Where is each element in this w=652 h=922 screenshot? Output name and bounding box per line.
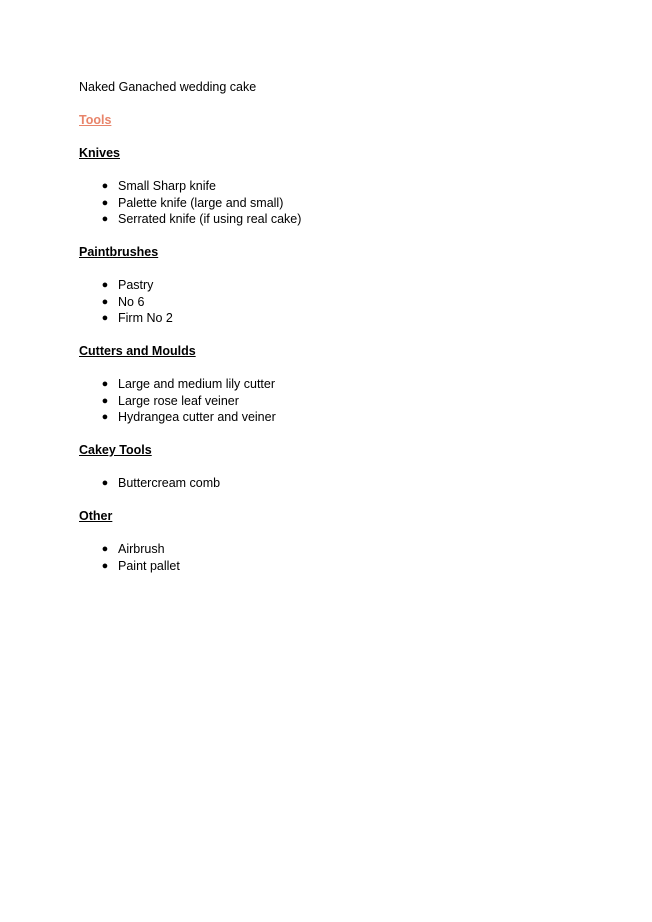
bullet-list: [79, 541, 579, 574]
bullet-icon: ●: [101, 312, 109, 324]
list-item: [79, 409, 579, 426]
list-item-text: Pastry: [118, 278, 154, 292]
list-item-text: Large and medium lily cutter: [118, 377, 276, 391]
spacer: [79, 360, 579, 377]
bullet-icon: ●: [101, 559, 109, 572]
spacer: [79, 129, 579, 146]
section-heading: Paintbrushes: [79, 245, 159, 259]
list-item-text: Paint pallet: [118, 558, 180, 573]
bullet-icon: ●: [101, 295, 109, 308]
sections-container: [79, 145, 579, 574]
section-paintbrushes: [79, 244, 579, 343]
list-item: [79, 277, 579, 294]
bullet-icon: ●: [101, 196, 109, 209]
list-item: [79, 541, 579, 558]
spacer: [79, 327, 579, 344]
document-body: [79, 79, 579, 574]
spacer: [79, 459, 579, 476]
list-item: [79, 558, 579, 575]
spacer: [79, 162, 579, 179]
section-cakey-tools: [79, 442, 579, 508]
tools-heading[interactable]: Tools: [79, 113, 112, 127]
document-title: Naked Ganached wedding cake: [79, 80, 257, 94]
bullet-icon: ●: [101, 279, 109, 291]
spacer: [79, 426, 579, 443]
list-item-text: Large rose leaf veiner: [118, 393, 239, 408]
list-item: [79, 178, 579, 195]
bullet-list: [79, 376, 579, 426]
bullet-list: [79, 475, 579, 492]
list-item-text: No 6: [118, 294, 145, 309]
list-item-text: Serrated knife (if using real cake): [118, 212, 302, 226]
list-item-text: Small Sharp knife: [118, 179, 216, 193]
bullet-icon: ●: [101, 477, 109, 489]
list-item: [79, 294, 579, 311]
section-heading: Knives: [79, 146, 120, 160]
bullet-icon: ●: [101, 394, 109, 407]
bullet-list: [79, 178, 579, 228]
section-knives: [79, 145, 579, 244]
section-other: [79, 508, 579, 574]
spacer: [79, 96, 579, 113]
bullet-icon: ●: [101, 378, 109, 390]
list-item-text: Hydrangea cutter and veiner: [118, 410, 276, 424]
spacer: [79, 228, 579, 245]
list-item-text: Palette knife (large and small): [118, 195, 284, 210]
list-item-text: Firm No 2: [118, 311, 173, 325]
section-heading: Other: [79, 509, 113, 523]
bullet-icon: ●: [101, 180, 109, 192]
spacer: [79, 492, 579, 509]
section-heading: Cakey Tools: [79, 443, 152, 457]
list-item: [79, 195, 579, 212]
bullet-icon: ●: [101, 411, 109, 423]
list-item-text: Airbrush: [118, 542, 165, 556]
section-heading: Cutters and Moulds: [79, 344, 196, 358]
bullet-icon: ●: [101, 543, 109, 555]
list-item: [79, 310, 579, 327]
bullet-icon: ●: [101, 213, 109, 225]
spacer: [79, 525, 579, 542]
spacer: [79, 261, 579, 278]
list-item-text: Buttercream comb: [118, 476, 221, 490]
list-item: [79, 211, 579, 228]
list-item: [79, 376, 579, 393]
bullet-list: [79, 277, 579, 327]
list-item: [79, 475, 579, 492]
list-item: [79, 393, 579, 410]
section-cutters-and-moulds: [79, 343, 579, 442]
